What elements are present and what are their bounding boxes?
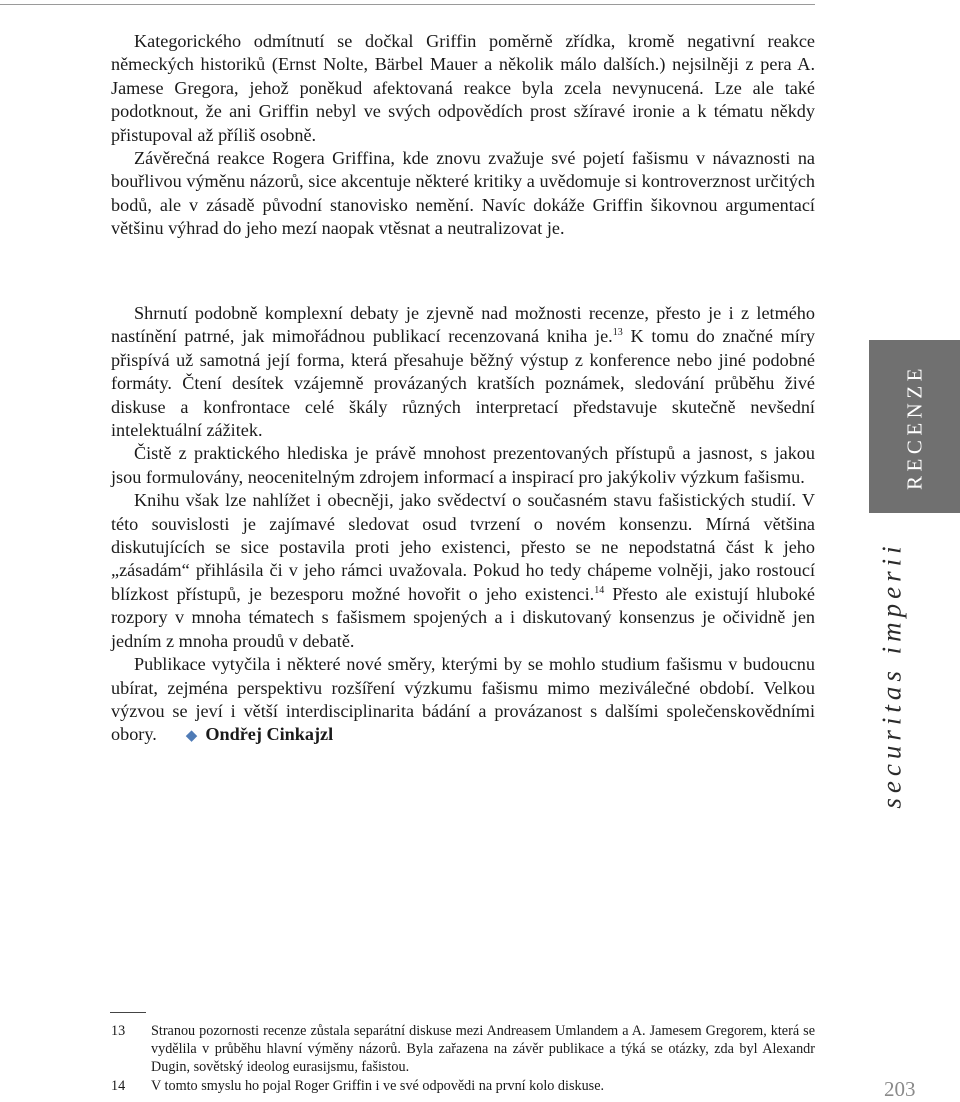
paragraph-text: Publikace vytyčila i některé nové směry, kterými by se mohlo studium fašismu v budoucnu ubírat, zejména perspektivu rozšíření výzkumu fašismu mimo meziválečné období. Velkou výzvou se jeví i větší interdisciplinarita bádání a provázanost s dalšími společenskovědními obory. — [111, 654, 815, 745]
footnote-number: 13 — [111, 1023, 126, 1039]
footnote-ref[interactable]: 14 — [594, 584, 605, 596]
text-block-conclusion — [111, 302, 815, 749]
footnote — [111, 1022, 815, 1077]
page-number: 203 — [884, 1077, 916, 1101]
journal-name: securitas imperii — [876, 541, 907, 809]
footnote-number: 14 — [111, 1077, 126, 1094]
top-rule — [0, 4, 815, 5]
section-label: RECENZE — [902, 363, 926, 490]
paragraph: Kategorického odmítnutí se dočkal Griffin poměrně zřídka, kromě negativní reakce německých historiků (Ernst Nolte, Bärbel Mauer a několik málo dalších.) nejsilněji z pera A. Jamese Gregora, jehož poněkud afektovaná reakce byla zcela nevynucená. Lze ale také podotknout, že ani Griffin nebyl ve svých odpovědích prost sžíravé ironie a k tématu někdy přistupoval až příliš osobně. — [111, 31, 815, 145]
paragraph-text: Přesto ale existují hluboké rozpory v mnoha tématech s fašismem spojených a i diskutovaný konsenzus je očividně jen jedním z mnoha proudů v debatě. — [111, 583, 816, 651]
paragraph: Čistě z praktického hlediska je právě mnohost prezentovaných přístupů a jasnost, s jakou jsou formulovány, neocenitelným zdrojem informací a inspirací pro jakýkoliv výzkum fašismu. — [111, 443, 815, 487]
review-author: Ondřej Cinkajzl — [205, 724, 334, 745]
footnote-rule — [110, 1012, 146, 1013]
section-tab — [869, 340, 960, 513]
footnote-text: V tomto smyslu ho pojal Roger Griffin i ve své odpovědi na první kolo diskuse. — [151, 1077, 605, 1094]
footnote-ref[interactable]: 13 — [612, 327, 623, 339]
paragraph-text: Shrnutí podobně komplexní debaty je zjevně nad možnosti recenze, přesto je i z letmého nastínění patrné, jak mimořádnou publikací recenzovaná kniha je. — [111, 303, 815, 347]
paragraph — [111, 489, 815, 653]
paragraph-text: Knihu však lze nahlížet i obecněji, jako svědectví o současném stavu fašistických studií. V této souvislosti je zajímavé sledovat osud tvrzení o novém konsenzu. Mírná většina diskutujících se sice postavila proti jeho existenci, přesto se ne nepodstatná část k jeho „zásadám“ přihlásila či v jeho rámci uvažovala. Pokud ho tedy chápeme volněji, jako rostoucí blízkost přístupů, je bezesporu možné hovořit o jeho existenci. — [111, 490, 815, 604]
footnote — [111, 1077, 815, 1095]
footnotes — [111, 1022, 815, 1095]
footnote-text: Stranou pozornosti recenze zůstala separátní diskuse mezi Andreasem Umlandem a A. Jamesem Gregorem, která se vydělila v průběhu hlavní výměny názorů. Byla zařazena na závěr publikace a týká se otázky, zda byl Alexandr Dugin, sovětský ideolog eurasijsmu, fašistou. — [151, 1023, 815, 1076]
paragraph — [111, 302, 815, 442]
text-block-continuation — [111, 30, 815, 241]
paragraph — [111, 653, 815, 749]
paragraph-text: K tomu do značné míry přispívá už samotná její forma, která přesahuje běžný výstup z konference nebo jiné podobné formáty. Čtení desítek vzájemně provázaných kratších poznámek, sledování průběhu živé diskuse a konfrontace celé škály různých interpretací představuje skutečně nevšední intelektuální zážitek. — [111, 326, 815, 441]
paragraph: Závěrečná reakce Rogera Griffina, kde znovu zvažuje své pojetí fašismu v návaznosti na bouřlivou výměnu názorů, sice akcentuje některé kritiky a uvědomuje si kontroverznost určitých bodů, ale v zásadě původní stanovisko nemění. Navíc dokáže Griffin šikovnou argumentací většinu výhrad do jeho mezí naopak vtěsnat a neutralizovat je. — [111, 148, 815, 239]
diamond-icon: ◆ — [185, 728, 198, 745]
journal-name-wrap — [864, 525, 920, 825]
